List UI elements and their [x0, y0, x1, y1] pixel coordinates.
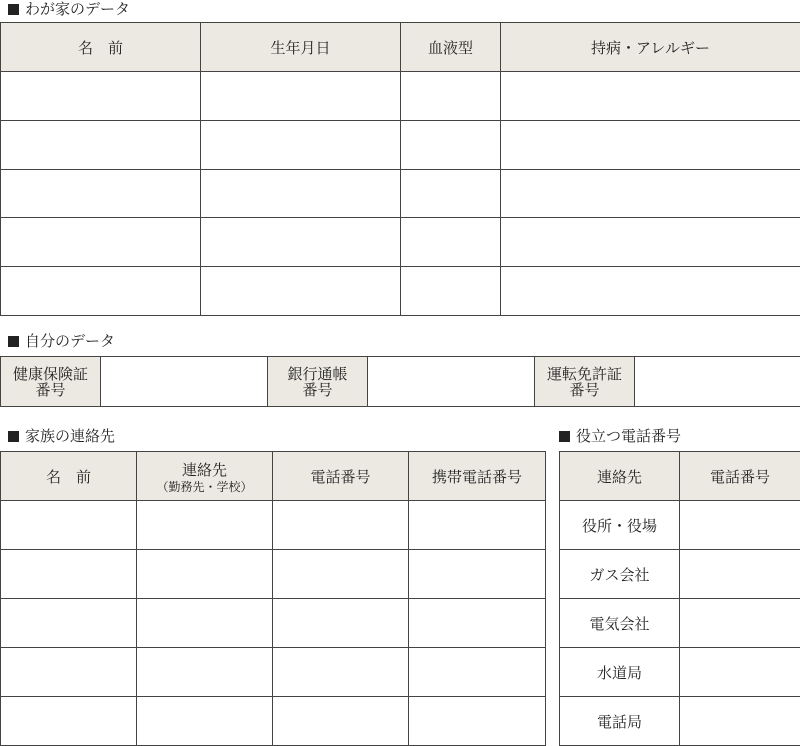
contacts-section-title: 家族の連絡先	[8, 427, 115, 445]
table-cell[interactable]	[137, 501, 273, 550]
bank-account-label: 銀行通帳 番号	[268, 357, 368, 407]
table-cell[interactable]	[273, 599, 409, 648]
table-cell[interactable]	[1, 170, 201, 218]
table-cell[interactable]	[1, 501, 137, 550]
drivers-license-number-field[interactable]	[635, 357, 800, 407]
drivers-license-label: 運転免許証 番号	[535, 357, 635, 407]
family-table	[0, 22, 800, 316]
table-cell[interactable]	[1, 648, 137, 697]
square-bullet-icon	[8, 4, 19, 15]
table-cell[interactable]	[409, 648, 546, 697]
square-bullet-icon	[559, 431, 570, 442]
health-insurance-number-field[interactable]	[101, 357, 268, 407]
row-label-city-office: 役所・役場	[560, 501, 680, 550]
table-cell[interactable]	[409, 599, 546, 648]
header-contact: 連絡先	[560, 452, 680, 501]
table-cell[interactable]	[401, 267, 501, 316]
header-blood-type: 血液型	[401, 23, 501, 72]
bank-account-number-field[interactable]	[368, 357, 535, 407]
square-bullet-icon	[8, 431, 19, 442]
header-name: 名 前	[1, 23, 201, 72]
table-cell[interactable]	[501, 72, 800, 121]
table-cell[interactable]	[680, 550, 800, 599]
table-cell[interactable]	[401, 121, 501, 170]
table-cell[interactable]	[501, 170, 800, 218]
header-contact: 連絡先 （勤務先・学校）	[137, 452, 273, 501]
table-cell[interactable]	[501, 121, 800, 170]
row-label-water-bureau: 水道局	[560, 648, 680, 697]
table-cell[interactable]	[273, 648, 409, 697]
self-table	[0, 356, 800, 407]
table-cell[interactable]	[273, 550, 409, 599]
table-cell[interactable]	[501, 267, 800, 316]
table-cell[interactable]	[273, 501, 409, 550]
row-label-telephone-office: 電話局	[560, 697, 680, 746]
useful-section-title: 役立つ電話番号	[559, 427, 681, 445]
header-birthdate: 生年月日	[201, 23, 401, 72]
table-cell[interactable]	[273, 697, 409, 746]
table-cell[interactable]	[201, 170, 401, 218]
table-cell[interactable]	[1, 550, 137, 599]
table-cell[interactable]	[501, 218, 800, 267]
row-label-gas-company: ガス会社	[560, 550, 680, 599]
table-cell[interactable]	[1, 121, 201, 170]
table-cell[interactable]	[1, 599, 137, 648]
table-cell[interactable]	[1, 267, 201, 316]
table-cell[interactable]	[1, 72, 201, 121]
table-cell[interactable]	[201, 121, 401, 170]
table-cell[interactable]	[401, 218, 501, 267]
table-cell[interactable]	[137, 599, 273, 648]
header-name: 名 前	[1, 452, 137, 501]
table-cell[interactable]	[401, 170, 501, 218]
header-mobile: 携帯電話番号	[409, 452, 546, 501]
useful-table	[559, 451, 800, 746]
table-cell[interactable]	[201, 72, 401, 121]
header-phone: 電話番号	[273, 452, 409, 501]
table-cell[interactable]	[1, 218, 201, 267]
table-cell[interactable]	[401, 72, 501, 121]
table-cell[interactable]	[201, 218, 401, 267]
table-cell[interactable]	[137, 550, 273, 599]
header-phone: 電話番号	[680, 452, 800, 501]
header-conditions: 持病・アレルギー	[501, 23, 800, 72]
table-cell[interactable]	[680, 501, 800, 550]
table-cell[interactable]	[680, 599, 800, 648]
family-section-title: わが家のデータ	[8, 0, 130, 18]
table-cell[interactable]	[409, 550, 546, 599]
table-cell[interactable]	[680, 697, 800, 746]
table-cell[interactable]	[409, 501, 546, 550]
table-cell[interactable]	[680, 648, 800, 697]
table-cell[interactable]	[137, 648, 273, 697]
row-label-electric-company: 電気会社	[560, 599, 680, 648]
table-cell[interactable]	[409, 697, 546, 746]
table-cell[interactable]	[201, 267, 401, 316]
health-insurance-label: 健康保険証 番号	[1, 357, 101, 407]
table-cell[interactable]	[1, 697, 137, 746]
contacts-table	[0, 451, 546, 746]
header-contact-sub: （勤務先・学校）	[137, 480, 272, 494]
self-section-title: 自分のデータ	[8, 332, 115, 350]
square-bullet-icon	[8, 336, 19, 347]
table-cell[interactable]	[137, 697, 273, 746]
